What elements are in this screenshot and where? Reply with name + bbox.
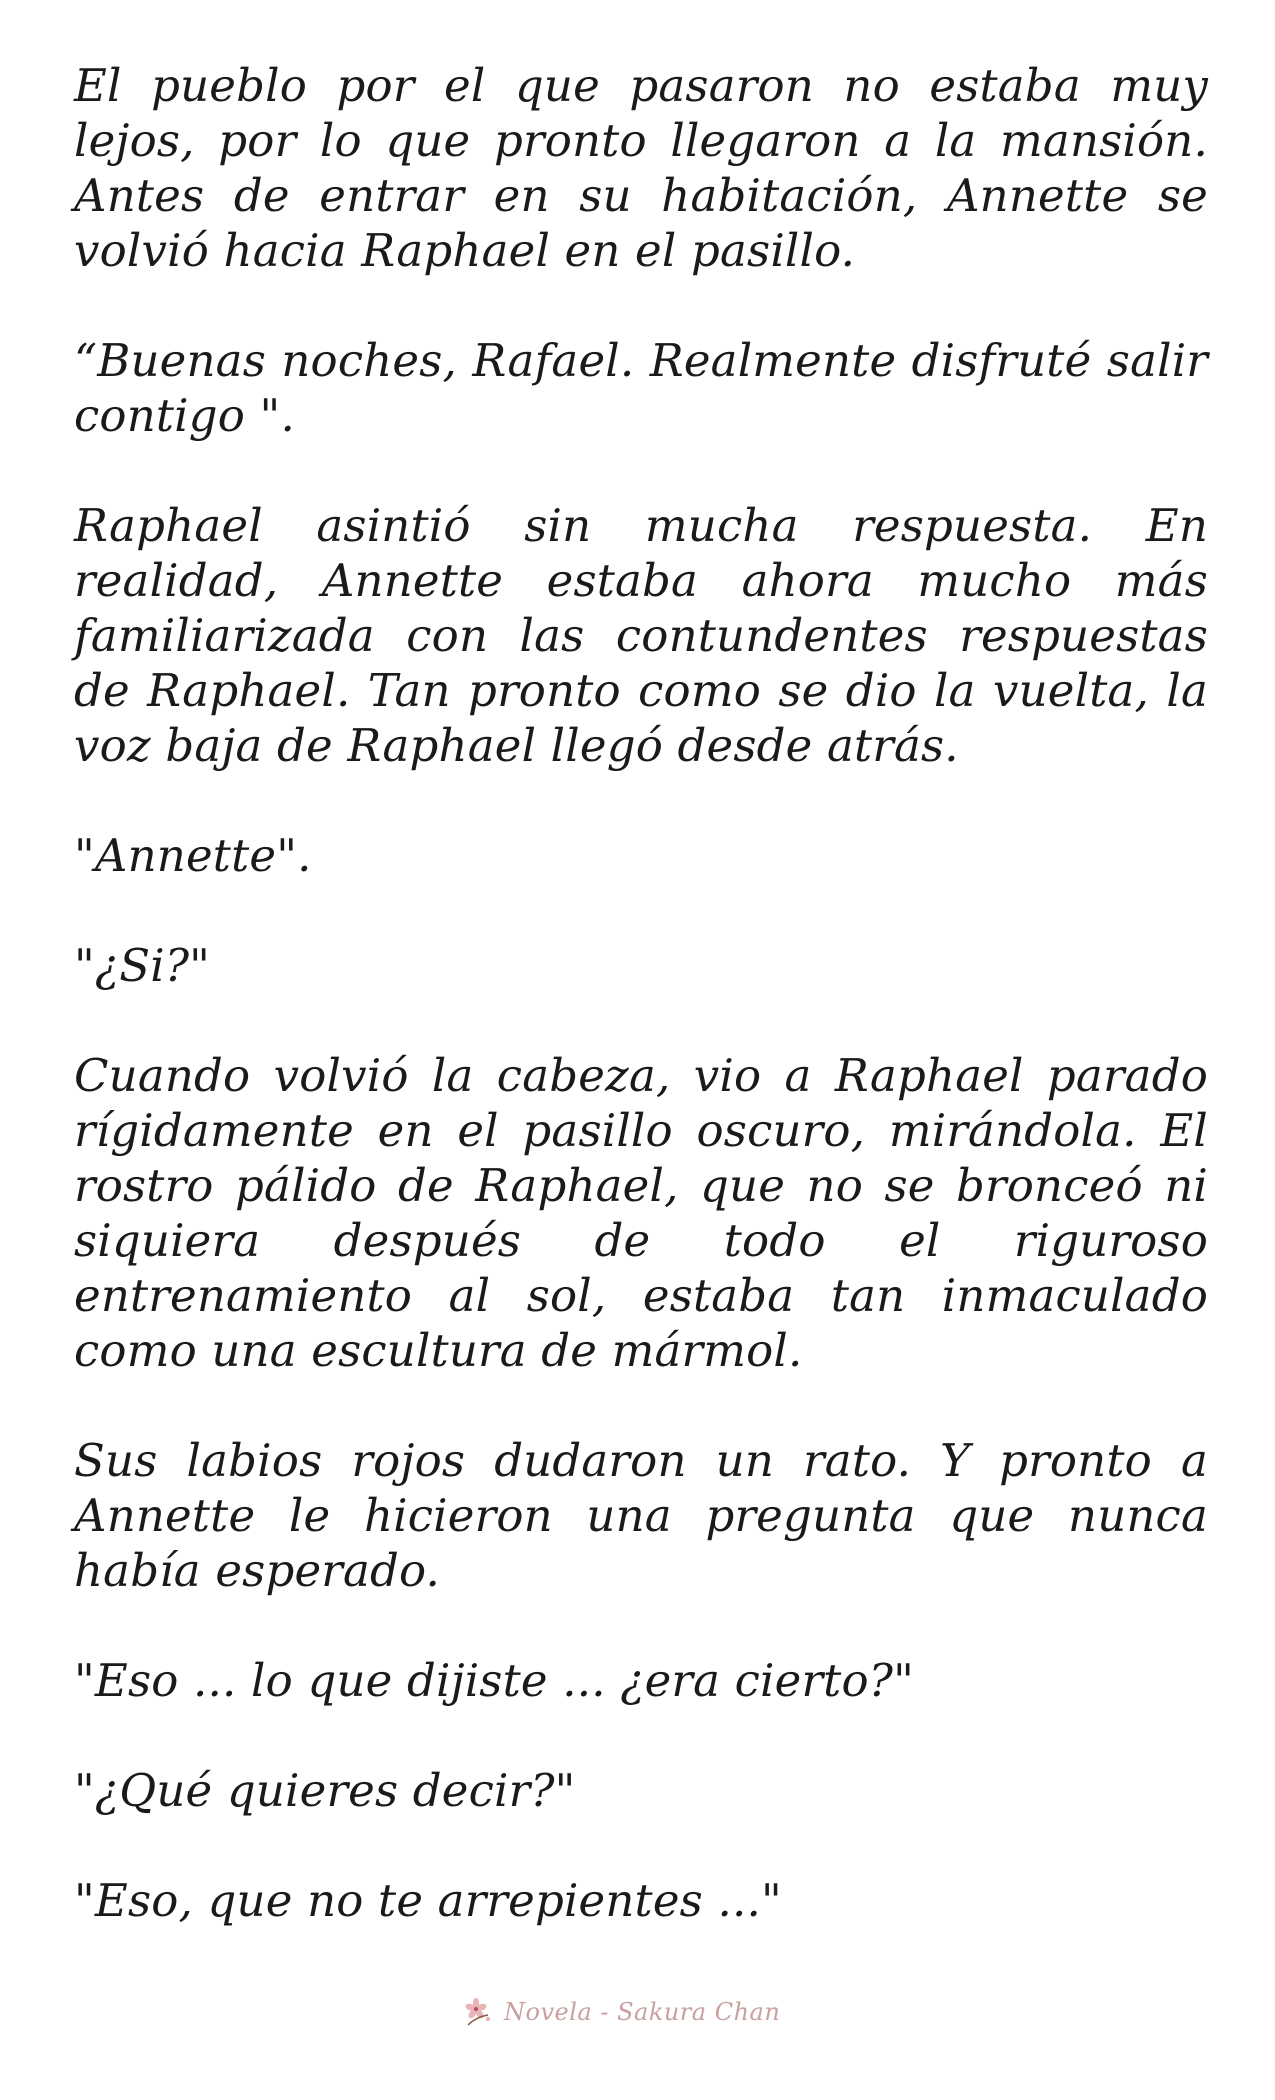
paragraph-7: Sus labios rojos dudaron un rato. Y pronto a Annette le hicieron una pregunta que nunca había esperado. [74,1434,1208,1597]
watermark-text: Novela - Sakura Chan [504,1998,781,2026]
cherry-blossom-icon [462,1995,496,2029]
paragraph-9: "¿Qué quieres decir?" [74,1764,576,1817]
watermark [462,1992,822,2032]
paragraph-8: "Eso ... lo que dijiste ... ¿era cierto?" [74,1654,914,1707]
paragraph-10: "Eso, que no te arrepientes ..." [74,1874,782,1927]
paragraph-1: El pueblo por el que pasaron no estaba muy lejos, por lo que pronto llegaron a la mansión. Antes de entrar en su habitación, Annette se volvió hacia Raphael en el pasillo. [74,59,1208,277]
paragraph-4: "Annette". [74,829,312,882]
paragraph-3: Raphael asintió sin mucha respuesta. En realidad, Annette estaba ahora mucho más familiarizada con las contundentes respuestas de Raphael. Tan pronto como se dio la vuelta, la voz baja de Raphael llegó desde atrás. [74,499,1208,772]
paragraph-6: Cuando volvió la cabeza, vio a Raphael parado rígidamente en el pasillo oscuro, mirándola. El rostro pálido de Raphael, que no se bronceó ni siquiera después de todo el riguroso entrenamiento al sol, estaba tan inmaculado como una escultura de mármol. [74,1049,1208,1377]
paragraph-2: “Buenas noches, Rafael. Realmente disfruté salir contigo ". [74,334,1208,442]
paragraph-5: "¿Si?" [74,939,211,992]
document-body [74,58,1208,1928]
